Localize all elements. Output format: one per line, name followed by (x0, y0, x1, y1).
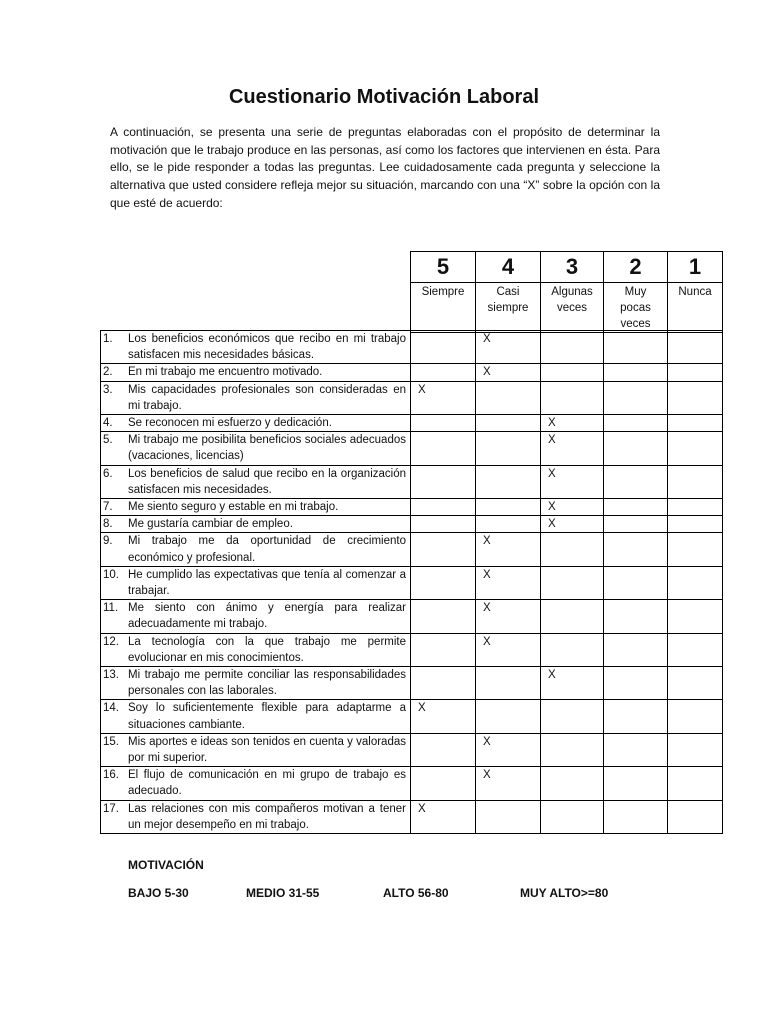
answer-cell-5[interactable] (411, 600, 476, 633)
question-number: 8. (103, 518, 113, 531)
question-cell (101, 499, 411, 516)
question-row (101, 465, 723, 498)
answer-cell-2[interactable] (604, 600, 668, 633)
answer-mark: X (418, 702, 426, 715)
question-row (101, 667, 723, 700)
answer-cell-5[interactable] (411, 533, 476, 566)
scale-label-algunas-veces: Algunas veces (541, 283, 604, 333)
question-number: 13. (103, 669, 119, 682)
answer-cell-4[interactable] (476, 499, 541, 516)
question-cell (101, 667, 411, 700)
question-text: Me siento seguro y estable en mi trabajo. (128, 501, 339, 514)
page-title: Cuestionario Motivación Laboral (228, 86, 540, 108)
answer-cell-2[interactable] (604, 432, 668, 465)
answer-mark: X (548, 467, 556, 480)
answer-cell-2[interactable] (604, 499, 668, 516)
answer-cell-1[interactable] (668, 432, 723, 465)
answer-cell-2[interactable] (604, 700, 668, 733)
answer-mark: X (418, 383, 426, 396)
question-text: Mis capacidades profesionales son consideradas en mi trabajo. (128, 383, 406, 412)
answer-mark: X (483, 735, 491, 748)
answer-mark: X (483, 535, 491, 548)
answer-cell-5[interactable] (411, 331, 476, 364)
answer-cell-5[interactable] (411, 800, 476, 833)
question-row (101, 499, 723, 516)
question-row (101, 533, 723, 566)
answer-cell-2[interactable] (604, 800, 668, 833)
question-row (101, 381, 723, 414)
level-medio: MEDIO 31-55 (246, 886, 320, 900)
question-cell (101, 767, 411, 800)
question-number: 2. (103, 366, 113, 379)
answer-cell-2[interactable] (604, 667, 668, 700)
answer-cell-3[interactable] (541, 465, 604, 498)
answer-mark: X (548, 518, 556, 531)
question-cell (101, 800, 411, 833)
answer-cell-4[interactable] (476, 733, 541, 766)
answer-mark: X (483, 366, 491, 379)
answer-cell-5[interactable] (411, 733, 476, 766)
question-text: El flujo de comunicación en mi grupo de trabajo es adecuado. (128, 769, 406, 798)
answer-cell-4[interactable] (476, 381, 541, 414)
question-text: Me gustaría cambiar de empleo. (128, 518, 293, 531)
question-number: 17. (103, 802, 119, 815)
question-row (101, 432, 723, 465)
answer-cell-4[interactable] (476, 800, 541, 833)
question-cell (101, 465, 411, 498)
answer-cell-2[interactable] (604, 733, 668, 766)
question-number: 6. (103, 467, 113, 480)
answer-cell-3[interactable] (541, 566, 604, 599)
answer-mark: X (483, 635, 491, 648)
answer-cell-4[interactable] (476, 667, 541, 700)
question-cell (101, 700, 411, 733)
question-text: Mi trabajo me posibilita beneficios sociales adecuados (vacaciones, licencias) (128, 434, 406, 463)
question-row (101, 415, 723, 432)
answer-cell-3[interactable] (541, 516, 604, 533)
question-row (101, 767, 723, 800)
question-text: He cumplido las expectativas que tenía al comenzar a trabajar. (128, 568, 406, 598)
answer-cell-1[interactable] (668, 364, 723, 381)
question-cell (101, 733, 411, 766)
question-number: 15. (103, 735, 119, 748)
answer-cell-3[interactable] (541, 733, 604, 766)
question-text: Los beneficios de salud que recibo en la organización satisfacen mis necesidades. (128, 467, 406, 496)
answer-mark: X (483, 568, 491, 581)
scale-label-nunca: Nunca (668, 283, 723, 333)
answer-cell-5[interactable] (411, 700, 476, 733)
question-number: 10. (103, 568, 119, 581)
question-cell (101, 516, 411, 533)
question-text: Me siento con ánimo y energía para realizar adecuadamente mi trabajo. (128, 602, 406, 631)
question-cell (101, 633, 411, 666)
answer-cell-3[interactable] (541, 499, 604, 516)
question-cell (101, 331, 411, 364)
answer-cell-1[interactable] (668, 600, 723, 633)
question-row (101, 800, 723, 833)
answer-cell-4[interactable] (476, 415, 541, 432)
question-text: Se reconocen mi esfuerzo y dedicación. (128, 417, 332, 430)
answer-cell-1[interactable] (668, 516, 723, 533)
answer-cell-1[interactable] (668, 465, 723, 498)
answer-cell-4[interactable] (476, 432, 541, 465)
question-cell (101, 432, 411, 465)
answer-cell-5[interactable] (411, 415, 476, 432)
question-text: Mi trabajo me permite conciliar las responsabilidades personales con las laborales. (128, 669, 406, 698)
answer-cell-5[interactable] (411, 364, 476, 381)
answer-mark: X (483, 333, 491, 345)
level-muy-alto: MUY ALTO>=80 (520, 886, 609, 900)
question-number: 5. (103, 434, 113, 447)
scale-value-2: 2 (604, 252, 668, 283)
question-cell (101, 566, 411, 599)
scale-label-muy-pocas-veces: Muy pocas veces (604, 283, 668, 333)
question-number: 4. (103, 417, 113, 430)
question-cell (101, 381, 411, 414)
answer-cell-2[interactable] (604, 465, 668, 498)
answer-cell-3[interactable] (541, 600, 604, 633)
answer-cell-2[interactable] (604, 767, 668, 800)
answer-cell-4[interactable] (476, 566, 541, 599)
questions-table (100, 330, 723, 834)
answer-cell-5[interactable] (411, 465, 476, 498)
question-row (101, 733, 723, 766)
question-number: 7. (103, 501, 113, 514)
answer-cell-2[interactable] (604, 633, 668, 666)
level-alto: ALTO 56-80 (383, 886, 449, 900)
answer-mark: X (548, 501, 556, 514)
question-text: En mi trabajo me encuentro motivado. (128, 366, 323, 379)
answer-cell-4[interactable] (476, 633, 541, 666)
answer-cell-4[interactable] (476, 516, 541, 533)
answer-cell-4[interactable] (476, 600, 541, 633)
answer-cell-2[interactable] (604, 533, 668, 566)
question-text: La tecnología con la que trabajo me permite evolucionar en mis conocimientos. (128, 635, 406, 664)
answer-cell-4[interactable] (476, 465, 541, 498)
answer-cell-3[interactable] (541, 331, 604, 364)
question-cell (101, 364, 411, 381)
question-cell (101, 415, 411, 432)
instructions-paragraph: A continuación, se presenta una serie de preguntas elaboradas con el propósito de determinar la motivación que le trabajo produce en las personas, así como los factores que intervienen en ésta. Para ello, se le pide responder a todas las preguntas. Lee cuidadosamente cada pregunta y seleccione la alternativa que usted considere refleja mejor su situación, marcando con una “X” sobre la opción con la que esté de acuerdo: (110, 125, 660, 210)
question-number: 3. (103, 383, 113, 396)
answer-cell-5[interactable] (411, 516, 476, 533)
answer-cell-1[interactable] (668, 499, 723, 516)
answer-cell-4[interactable] (476, 533, 541, 566)
question-row (101, 364, 723, 381)
answer-mark: X (483, 602, 491, 615)
answer-cell-3[interactable] (541, 432, 604, 465)
question-cell (101, 600, 411, 633)
scale-label-casi-siempre: Casi siempre (476, 283, 541, 333)
question-row (101, 516, 723, 533)
scale-labels-row (411, 283, 723, 333)
answer-cell-5[interactable] (411, 633, 476, 666)
question-number: 11. (103, 602, 119, 615)
question-row (101, 600, 723, 633)
answer-cell-3[interactable] (541, 800, 604, 833)
answer-cell-1[interactable] (668, 566, 723, 599)
question-number: 1. (103, 333, 113, 345)
answer-cell-1[interactable] (668, 667, 723, 700)
question-text: Mi trabajo me da oportunidad de crecimiento económico y profesional. (128, 535, 406, 564)
question-number: 9. (103, 535, 113, 548)
answer-cell-4[interactable] (476, 364, 541, 381)
answer-cell-3[interactable] (541, 633, 604, 666)
answer-cell-5[interactable] (411, 767, 476, 800)
scale-value-3: 3 (541, 252, 604, 283)
answer-cell-3[interactable] (541, 700, 604, 733)
answer-cell-4[interactable] (476, 700, 541, 733)
answer-cell-2[interactable] (604, 415, 668, 432)
answer-cell-3[interactable] (541, 667, 604, 700)
question-text: Las relaciones con mis compañeros motivan a tener un mejor desempeño en mi trabajo. (128, 802, 406, 831)
answer-cell-1[interactable] (668, 415, 723, 432)
answer-mark: X (418, 802, 426, 815)
level-bajo: BAJO 5-30 (128, 886, 189, 900)
answer-cell-2[interactable] (604, 331, 668, 364)
answer-mark: X (483, 769, 491, 782)
answer-cell-5[interactable] (411, 381, 476, 414)
answer-cell-5[interactable] (411, 432, 476, 465)
scale-label-siempre: Siempre (411, 283, 476, 333)
answer-cell-1[interactable] (668, 767, 723, 800)
answer-cell-3[interactable] (541, 364, 604, 381)
question-row (101, 633, 723, 666)
scale-value-5: 5 (411, 252, 476, 283)
answer-cell-4[interactable] (476, 331, 541, 364)
answer-cell-2[interactable] (604, 566, 668, 599)
scale-value-1: 1 (668, 252, 723, 283)
answer-cell-3[interactable] (541, 767, 604, 800)
question-number: 16. (103, 769, 119, 782)
answer-cell-1[interactable] (668, 331, 723, 364)
question-text: Mis aportes e ideas son tenidos en cuenta y valoradas por mi superior. (128, 735, 406, 765)
answer-cell-1[interactable] (668, 800, 723, 833)
answer-cell-3[interactable] (541, 415, 604, 432)
answer-cell-5[interactable] (411, 499, 476, 516)
answer-cell-3[interactable] (541, 533, 604, 566)
answer-cell-3[interactable] (541, 381, 604, 414)
question-text: Soy lo suficientemente flexible para adaptarme a situaciones cambiante. (128, 702, 406, 731)
scale-value-4: 4 (476, 252, 541, 283)
answer-cell-1[interactable] (668, 700, 723, 733)
question-row (101, 331, 723, 364)
question-cell (101, 533, 411, 566)
answer-cell-1[interactable] (668, 633, 723, 666)
answer-cell-1[interactable] (668, 733, 723, 766)
answer-mark: X (548, 434, 556, 447)
scale-values-row (411, 252, 723, 283)
answer-cell-1[interactable] (668, 381, 723, 414)
answer-mark: X (548, 669, 556, 682)
motivation-heading: MOTIVACIÓN (128, 858, 204, 872)
question-text: Los beneficios económicos que recibo en mi trabajo satisfacen mis necesidades básicas. (128, 333, 406, 362)
answer-cell-2[interactable] (604, 381, 668, 414)
question-row (101, 566, 723, 599)
answer-cell-5[interactable] (411, 566, 476, 599)
question-number: 12. (103, 635, 119, 648)
answer-cell-4[interactable] (476, 767, 541, 800)
question-number: 14. (103, 702, 119, 715)
answer-cell-2[interactable] (604, 364, 668, 381)
answer-cell-1[interactable] (668, 533, 723, 566)
answer-cell-5[interactable] (411, 667, 476, 700)
answer-cell-2[interactable] (604, 516, 668, 533)
scale-header-table (410, 251, 723, 333)
question-row (101, 700, 723, 733)
answer-mark: X (548, 417, 556, 430)
